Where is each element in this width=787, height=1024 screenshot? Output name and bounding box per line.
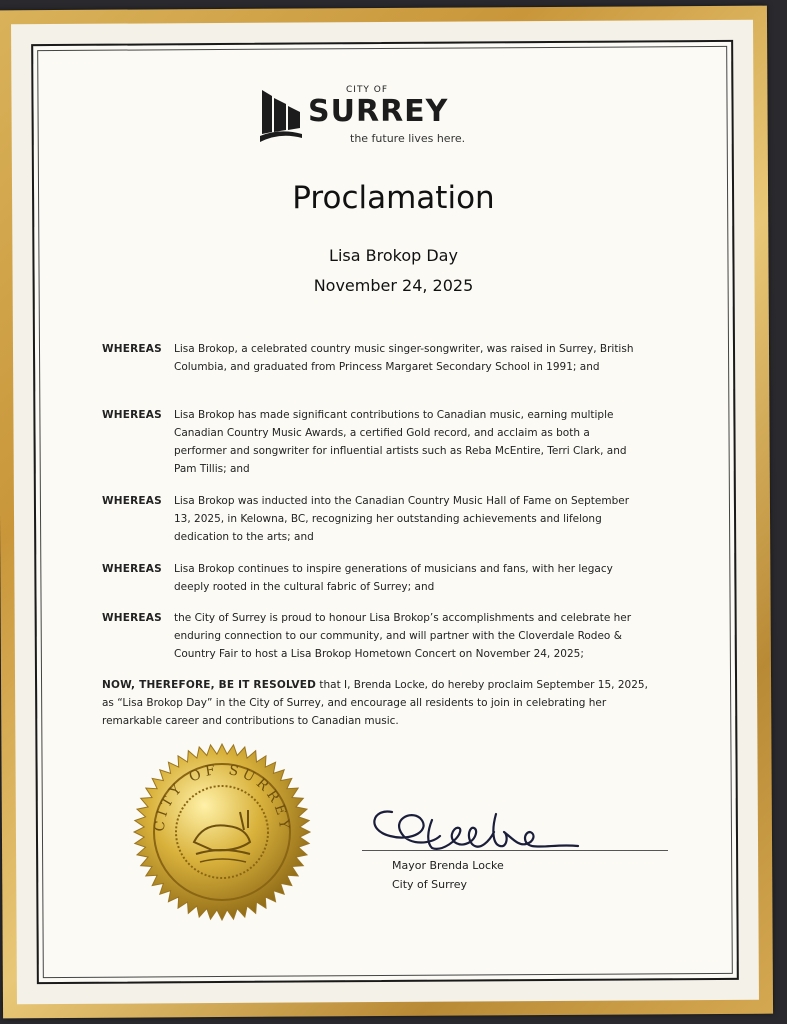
- resolution-lead: NOW, THEREFORE, BE IT RESOLVED: [102, 679, 317, 691]
- signatory-name: Mayor Brenda Locke: [392, 859, 504, 872]
- clause-keyword: WHEREAS: [102, 343, 162, 355]
- gold-city-seal-icon: [132, 742, 312, 922]
- clause-text: the City of Surrey is proud to honour Lisa Brokop’s accomplishments and celebrate her enduring connection to our community, and will partner with the Cloverdale Rodeo & Country Fair to host a Lisa Brokop Hometown Concert on November 24, 2025;: [174, 612, 632, 660]
- clause-text: Lisa Brokop has made significant contributions to Canadian music, earning multiple Canadian Country Music Awards, a certified Gold record, and acclaim as both a performer and songwriter for influential artists such as Reba McEntire, Terri Clark, and Pam Tillis; and: [174, 409, 627, 475]
- document-subtitle: Lisa Brokop Day: [329, 246, 458, 265]
- whereas-clause: [102, 406, 642, 478]
- clause-keyword: WHEREAS: [102, 612, 162, 624]
- logo-tagline: the future lives here.: [350, 132, 466, 145]
- document-title: Proclamation: [292, 180, 495, 216]
- logo-city-of: CITY OF: [346, 85, 389, 95]
- signatory-block: [392, 856, 504, 894]
- clause-keyword: WHEREAS: [102, 409, 162, 421]
- resolution-text: that I, Brenda Locke, do hereby proclaim September 15, 2025, as “Lisa Brokop Day” in the City of Surrey, and encourage all residents to join in celebrating her remarkable career and contributions to Canadian music.: [102, 679, 648, 727]
- clause-text: Lisa Brokop, a celebrated country music singer-songwriter, was raised in Surrey, British Columbia, and graduated from Princess Margaret Secondary School in 1991; and: [174, 343, 634, 373]
- clause-text: Lisa Brokop was inducted into the Canadian Country Music Hall of Fame on September 13, 2025, in Kelowna, BC, recognizing her outstanding achievements and lifelong dedication to the arts; and: [174, 495, 630, 543]
- clause-keyword: WHEREAS: [102, 563, 162, 575]
- whereas-clause: [102, 340, 642, 376]
- seal-text: CITY OF SURREY: [151, 761, 293, 834]
- whereas-clause: [102, 492, 642, 546]
- clause-keyword: WHEREAS: [102, 495, 162, 507]
- document-date: November 24, 2025: [313, 276, 474, 295]
- whereas-clause: [102, 609, 642, 663]
- city-logo: [258, 82, 478, 152]
- resolution-paragraph: [102, 676, 662, 730]
- signatory-organization: City of Surrey: [392, 878, 467, 891]
- surrey-sail-logo-icon: [258, 86, 304, 144]
- clause-text: Lisa Brokop continues to inspire generations of musicians and fans, with her legacy deeply rooted in the cultural fabric of Surrey; and: [174, 563, 613, 593]
- signature-line: [362, 850, 668, 851]
- logo-city-name: SURREY: [308, 94, 449, 129]
- whereas-clause: [102, 560, 642, 596]
